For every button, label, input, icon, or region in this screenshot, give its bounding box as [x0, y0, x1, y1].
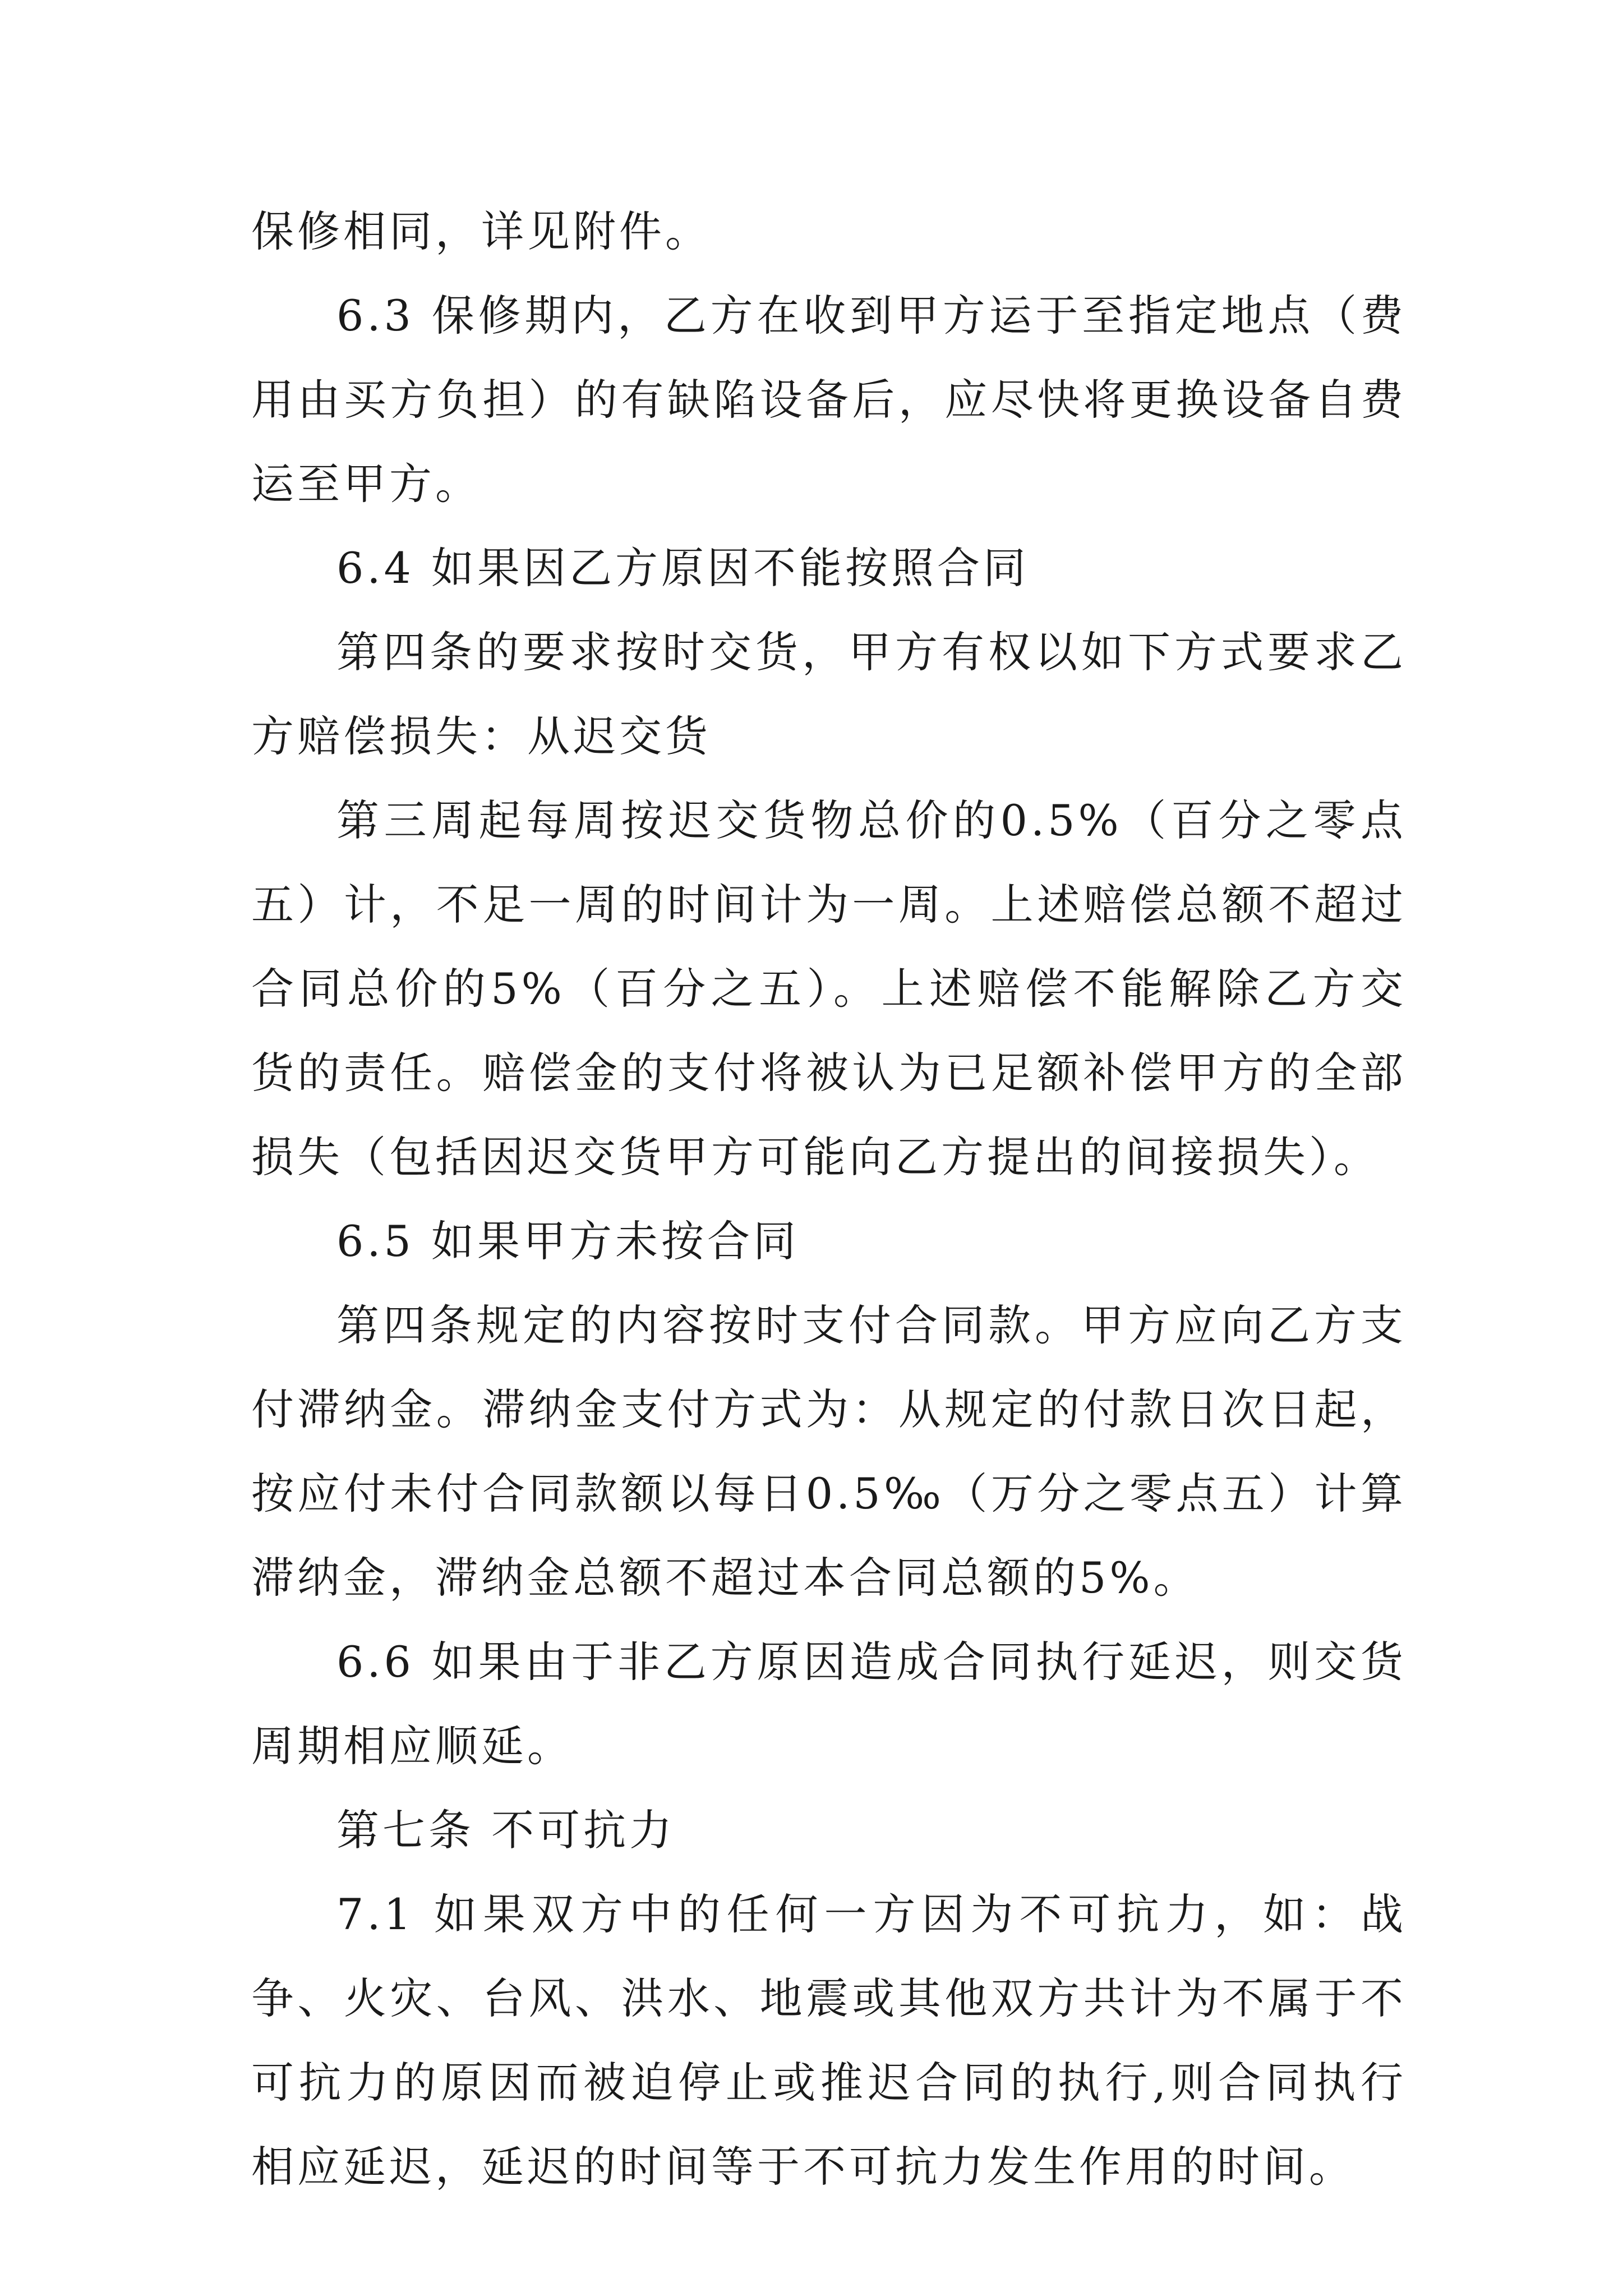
paragraph-6-4: 6.4 如果因乙方原因不能按照合同	[336, 543, 1030, 593]
paragraph-6-6: 6.6 如果由于非乙方原因造成合同执行延迟，则交货周期相应顺延。	[251, 1637, 1407, 1771]
heading-article-7: 第七条 不可抗力	[336, 1805, 676, 1855]
paragraph-compensation: 第三周起每周按迟交货物总价的0.5%（百分之零点五）计，不足一周的时间计为一周。上述赔偿总额不超过合同总价的5%（百分之五）。上述赔偿不能解除乙方交货的责任。赔偿金的支付将被认为已足额补偿甲方的全部损失（包括因迟交货甲方可能向乙方提出的间接损失）。	[251, 795, 1407, 1182]
paragraph-6-5: 6.5 如果甲方未按合同	[336, 1216, 800, 1266]
paragraph-late-fee: 第四条规定的内容按时支付合同款。甲方应向乙方支付滞纳金。滞纳金支付方式为：从规定的付款日次日起，按应付未付合同款额以每日0.5‰（万分之零点五）计算滞纳金，滞纳金总额不超过本合同总额的5%。	[251, 1300, 1407, 1603]
document-body	[251, 190, 1407, 2209]
paragraph-warranty-continuation: 保修相同，详见附件。	[251, 206, 711, 256]
paragraph-article-4-delivery: 第四条的要求按时交货，甲方有权以如下方式要求乙方赔偿损失：从迟交货	[251, 627, 1407, 761]
paragraph-6-3: 6.3 保修期内，乙方在收到甲方运于至指定地点（费用由买方负担）的有缺陷设备后，应尽快将更换设备自费运至甲方。	[251, 291, 1407, 509]
paragraph-7-1: 7.1 如果双方中的任何一方因为不可抗力，如：战争、火灾、台风、洪水、地震或其他双方共计为不属于不可抗力的原因而被迫停止或推迟合同的执行,则合同执行相应延迟，延迟的时间等于不可抗力发生作用的时间。	[251, 1889, 1407, 2192]
